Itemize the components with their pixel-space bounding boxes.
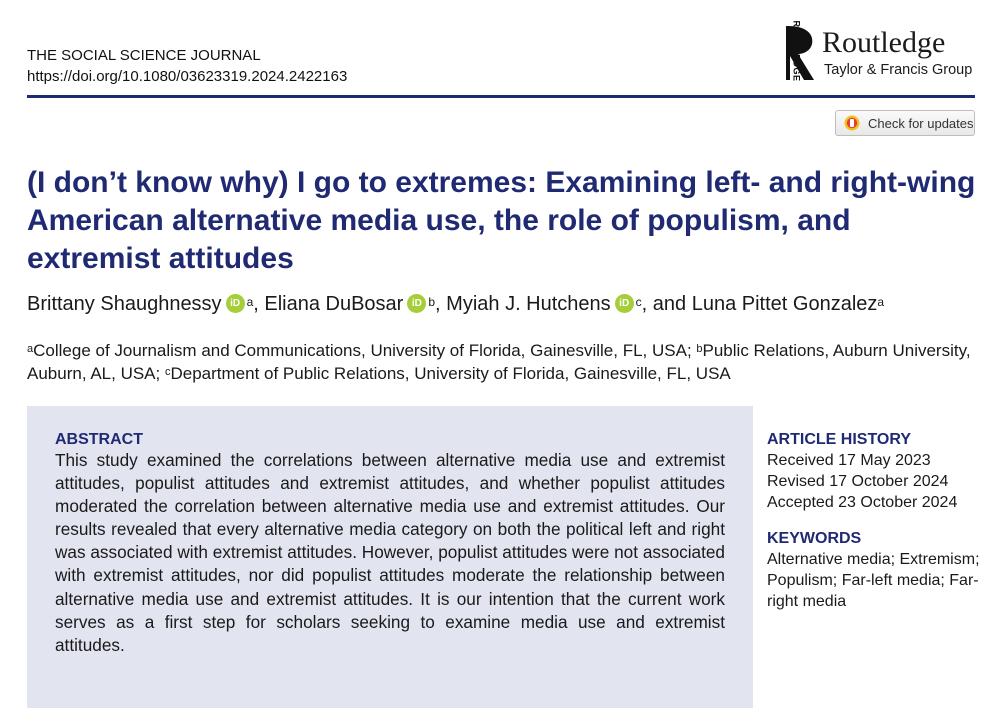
author-name[interactable]: Eliana DuBosar (264, 293, 404, 315)
received-date: Received 17 May 2023 (767, 452, 931, 469)
affil-mark: a (27, 343, 34, 355)
affil-text: Public Relations, Auburn University, Auburn, AL, USA; (27, 341, 971, 383)
author-separator: , and (641, 293, 692, 315)
author-affil-mark: a (246, 295, 254, 309)
publisher-group: Taylor & Francis Group (824, 62, 973, 78)
abstract-text: This study examined the correlations between alternative media use and extremist attitudes, populist attitudes and extremist attitudes, and whether populist attitudes moderated the correlation between alternative media use and extremist attitudes. Our results revealed that every alternative media category on both the political left and right was associated with extremist attitudes. However, populist attitudes were not associated with extremist attitudes, nor did populist attitudes moderate the relationship between alternative media use and extremist attitudes. It is our intention that the current work serves as a first step for scholars seeking to examine media use and extremist attitudes. (55, 450, 725, 655)
author-name[interactable]: Brittany Shaughnessy (27, 293, 222, 315)
keywords-heading: KEYWORDS (767, 530, 862, 547)
check-updates-button[interactable] (835, 110, 975, 136)
doi-link[interactable]: https://doi.org/10.1080/03623319.2024.2422163 (27, 68, 348, 85)
publisher-logo[interactable] (772, 24, 972, 84)
orcid-icon[interactable]: iD (226, 294, 245, 313)
check-updates-icon (844, 115, 860, 131)
affil-text: Department of Public Relations, University of Florida, Gainesville, FL, USA (170, 364, 731, 383)
author-affil-mark: a (877, 295, 885, 309)
orcid-icon[interactable]: iD (407, 294, 426, 313)
article-history-heading: ARTICLE HISTORY (767, 431, 912, 448)
author-name[interactable]: Myiah J. Hutchens (446, 293, 611, 315)
author-name[interactable]: Luna Pittet Gonzalez (691, 293, 878, 315)
affiliations (27, 339, 972, 385)
journal-header (27, 45, 347, 87)
publisher-name: Routledge (822, 26, 946, 59)
routledge-mark-icon (784, 24, 818, 82)
accepted-date: Accepted 23 October 2024 (767, 494, 958, 511)
affil-text: College of Journalism and Communications, University of Florida, Gainesville, FL, USA; (33, 341, 697, 360)
affil-mark: b (696, 343, 703, 355)
author-separator: , (253, 293, 265, 315)
article-sidebar (767, 430, 982, 612)
author-affil-mark: c (635, 295, 642, 309)
check-updates-label: Check for updates (868, 115, 974, 131)
author-separator: , (435, 293, 447, 315)
revised-date: Revised 17 October 2024 (767, 473, 949, 490)
abstract-box (27, 406, 753, 708)
orcid-icon[interactable]: iD (615, 294, 634, 313)
author-affil-mark: b (428, 295, 436, 309)
keywords-list: Alternative media; Extremism; Populism; Far-left media; Far-right media (767, 551, 980, 610)
affil-mark: c (164, 366, 171, 378)
header-rule (27, 95, 975, 98)
journal-name: THE SOCIAL SCIENCE JOURNAL (27, 47, 261, 64)
author-list (27, 291, 987, 317)
abstract-heading: ABSTRACT (55, 431, 143, 448)
article-title: (I don’t know why) I go to extremes: Examining left- and right-wing American alternative media use, the role of populism, and extremist attitudes (27, 166, 976, 275)
